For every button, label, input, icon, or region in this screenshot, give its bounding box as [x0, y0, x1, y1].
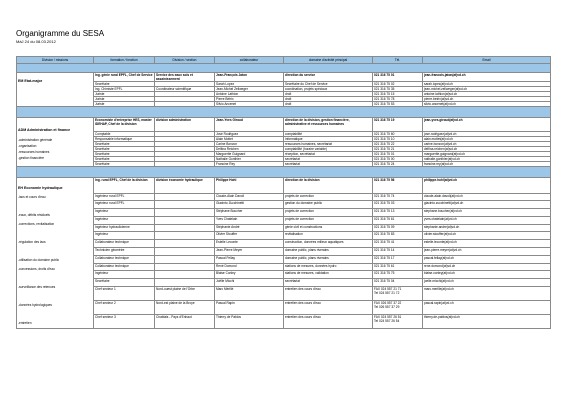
- division-cell: [17, 178, 94, 329]
- collaborateur-cell: Alain Mottet: [215, 137, 284, 142]
- formation-cell: Ing. Chimiste EPFL: [94, 87, 155, 92]
- domaine-cell: construction, données milieux aquatiques: [284, 240, 373, 248]
- table-row: [17, 263, 551, 271]
- section-separator-cell: [17, 64, 551, 73]
- email-cell[interactable]: sarah.lopez(at)vd.ch: [423, 82, 551, 87]
- formation-cell: Ingénieur rural EPFL: [94, 201, 155, 209]
- domaine-cell: domaine public, plans riverains: [284, 248, 373, 256]
- formation-cell: Responsable informatique: [94, 137, 155, 142]
- formation-cell: Comptable: [94, 132, 155, 137]
- formation-cell: Secrétaire: [94, 142, 155, 147]
- section-cell: [155, 224, 215, 232]
- table-row: [17, 271, 551, 279]
- email-cell[interactable]: jean-francois.jaton(at)vd.ch: [423, 73, 551, 82]
- formation-cell: Ing. rural EPFL, Chef de la division: [94, 178, 155, 194]
- formation-cell: Chef secteur 2: [94, 300, 155, 314]
- domaine-cell: domaine public, plans riverains: [284, 255, 373, 263]
- header-division: Division / missions: [17, 57, 94, 64]
- table-row: [17, 193, 551, 201]
- domaine-cell: entretien des cours d'eau: [284, 314, 373, 328]
- tel-cell: 021 316 75 01: [373, 152, 423, 157]
- table-row: [17, 209, 551, 217]
- email-cell[interactable]: jean-michel.zellweger(at)vd.ch: [423, 87, 551, 92]
- header-section: Division / section: [155, 57, 215, 64]
- section-cell: [155, 209, 215, 217]
- email-cell[interactable]: giacinto.zucchinetti(at)vd.ch: [423, 201, 551, 209]
- formation-cell: Juriste: [94, 92, 155, 97]
- collaborateur-cell: Stéphane Boucher: [215, 209, 284, 217]
- email-cell[interactable]: estelle.leconte(at)vd.ch: [423, 240, 551, 248]
- email-cell[interactable]: marguerite.guignard(at)vd.ch: [423, 152, 551, 157]
- section-separator: [17, 167, 551, 178]
- collaborateur-cell: Pascal Fellay: [215, 255, 284, 263]
- domaine-cell: direction de la division, gestion financière, administrative et ressources humaines: [284, 118, 373, 132]
- collaborateur-cell: Marguerite Guignard: [215, 152, 284, 157]
- tel-cell: 021 316 75 09: [373, 224, 423, 232]
- domaine-cell: réception, secrétariat: [284, 152, 373, 157]
- tel-cell: 021 316 75 00: [373, 157, 423, 162]
- collaborateur-cell: René Domond: [215, 263, 284, 271]
- domaine-cell: direction du service: [284, 73, 373, 82]
- header-formation: formation / fonction: [94, 57, 155, 64]
- formation-cell: Ingénieur: [94, 209, 155, 217]
- formation-cell: Ing. génie rural EPFL, Chef de Service: [94, 73, 155, 82]
- formation-cell: Ingénieur rural EPFL: [94, 193, 155, 201]
- collaborateur-cell: Jean-François Jaton: [215, 73, 284, 82]
- section-cell: [155, 232, 215, 240]
- org-table: [16, 56, 551, 329]
- domaine-cell: coordination, projets spéciaux: [284, 87, 373, 92]
- table-row: [17, 118, 551, 132]
- email-cell[interactable]: claude-alain.davoli(at)vd.ch: [423, 193, 551, 201]
- table-row: [17, 255, 551, 263]
- domaine-cell: génie civil et constructions: [284, 224, 373, 232]
- table-row: [17, 286, 551, 300]
- email-cell[interactable]: francine.rey(at)vd.ch: [423, 162, 551, 167]
- tel-cell: 021 316 75 21: [373, 147, 423, 152]
- domaine-cell: gestion du domaine public: [284, 201, 373, 209]
- table-row: [17, 240, 551, 248]
- table-row: [17, 248, 551, 256]
- email-cell[interactable]: pascal.rapin(at)vd.ch: [423, 300, 551, 314]
- section-separator: [17, 107, 551, 118]
- section-cell: [155, 240, 215, 248]
- domaine-cell: comptabilité (horaire variable): [284, 147, 373, 152]
- tel-cell: FAX 024 557 21 71 Tel 024 557 21 72: [373, 286, 423, 300]
- collaborateur-cell: Delfina Reichen: [215, 147, 284, 152]
- section-cell: [155, 216, 215, 224]
- collaborateur-cell: Sarah Lopez: [215, 82, 284, 87]
- section-cell: [155, 193, 215, 201]
- tel-cell: 021 316 75 83: [373, 232, 423, 240]
- division-name: EM Etat-major: [18, 79, 43, 83]
- collaborateur-cell: Olivier Stouffer: [215, 232, 284, 240]
- collaborateur-cell: Giacinto Zucchinetti: [215, 201, 284, 209]
- tel-cell: 021 316 75 60: [373, 132, 423, 137]
- table-row: [17, 216, 551, 224]
- tel-cell: 021 316 75 61: [373, 216, 423, 224]
- tel-cell: 021 316 75 01: [373, 73, 423, 82]
- email-cell[interactable]: antoine.lathion(at)vd.ch: [423, 92, 551, 97]
- table-row: [17, 224, 551, 232]
- email-cell[interactable]: blaise.conley(at)vd.ch: [423, 271, 551, 279]
- tel-cell: 021 316 75 15: [373, 92, 423, 97]
- domaine-cell: droit: [284, 97, 373, 102]
- email-cell[interactable]: olivier.stouffer(at)vd.ch: [423, 232, 551, 240]
- domaine-cell: projets de correction: [284, 193, 373, 201]
- domaine-cell: informatique: [284, 137, 373, 142]
- domaine-cell: entretien des cours d'eau: [284, 286, 373, 300]
- domaine-cell: droit: [284, 92, 373, 97]
- domaine-cell: stations de mesures, données hydro: [284, 263, 373, 271]
- domaine-cell: secrétariat: [284, 279, 373, 287]
- header-tel: Tél.: [373, 57, 423, 64]
- email-cell[interactable]: pascal.fellay(at)vd.ch: [423, 255, 551, 263]
- header-domaine: domaine d'activité principal: [284, 57, 373, 64]
- email-cell[interactable]: yves.chatelain(at)vd.ch: [423, 216, 551, 224]
- section-cell: Chablais - Pays d'Enhaut: [155, 314, 215, 328]
- formation-cell: Secrétaire: [94, 82, 155, 87]
- formation-cell: Ingénieur: [94, 271, 155, 279]
- formation-cell: Chef secteur 3: [94, 314, 155, 328]
- domaine-cell: stations de mesures, validation: [284, 271, 373, 279]
- section-cell: Service des eaux sols et assainissement: [155, 73, 215, 82]
- collaborateur-cell: Thierry de Pablos: [215, 314, 284, 328]
- formation-cell: Collaborateur technique: [94, 263, 155, 271]
- domaine-cell: droit: [284, 102, 373, 107]
- header-collaborateur: collaborateur: [215, 57, 284, 64]
- formation-cell: Collaborateur technique: [94, 255, 155, 263]
- section-cell: division administration: [155, 118, 215, 132]
- tel-cell: 021 316 75 78: [373, 97, 423, 102]
- email-cell[interactable]: pierre.betrix(at)vd.ch: [423, 97, 551, 102]
- email-cell[interactable]: silvio.ancenet(at)vd.ch: [423, 102, 551, 107]
- section-cell: [155, 271, 215, 279]
- table-row: [17, 314, 551, 328]
- email-cell[interactable]: stephanie.andre(at)vd.ch: [423, 224, 551, 232]
- collaborateur-cell: Pascal Rapin: [215, 300, 284, 314]
- section-cell: Coordinateur scientifique: [155, 87, 215, 92]
- tel-cell: 021 316 75 03: [373, 201, 423, 209]
- division-cell: [17, 118, 94, 167]
- collaborateur-cell: Pierre Bétrix: [215, 97, 284, 102]
- collaborateur-cell: Marc Mérillé: [215, 286, 284, 300]
- table-row: [17, 232, 551, 240]
- formation-cell: Juriste: [94, 102, 155, 107]
- email-cell[interactable]: jean-yves.giroud(at)vd.ch: [423, 118, 551, 132]
- domaine-cell: Secrétaire du Chef de Service: [284, 82, 373, 87]
- division-missions: -administration générale -organisation -ressources humaines -gestion financière: [18, 138, 53, 160]
- tel-cell: 021 316 75 75: [373, 271, 423, 279]
- tel-cell: 021 316 75 41: [373, 240, 423, 248]
- email-cell[interactable]: thierry.de-pablos(at)vd.ch: [423, 314, 551, 328]
- page-subtitle: MàJ 24 du 08.03.2012: [16, 39, 56, 44]
- division-name: ADM Administration et finance: [18, 128, 71, 132]
- domaine-cell: entretien des cours d'eau: [284, 300, 373, 314]
- domaine-cell: comptabilité: [284, 132, 373, 137]
- collaborateur-cell: Antoine Lathion: [215, 92, 284, 97]
- domaine-cell: revitalisation: [284, 232, 373, 240]
- table-row: [17, 178, 551, 194]
- formation-cell: Ingénieur: [94, 216, 155, 224]
- collaborateur-cell: Francine Rey: [215, 162, 284, 167]
- tel-cell: 021 316 75 04: [373, 279, 423, 287]
- tel-cell: 021 316 75 24: [373, 162, 423, 167]
- collaborateur-cell: Claude-Alain Davoli: [215, 193, 284, 201]
- email-cell[interactable]: jose.rodriguez(at)vd.ch: [423, 132, 551, 137]
- section-cell: [155, 248, 215, 256]
- tel-cell: FAX 024 557 26 51 Tel 024 557 26 54: [373, 314, 423, 328]
- tel-cell: FAX 026 557 37 22 Tel 026 557 37 29: [373, 300, 423, 314]
- section-separator-cell: [17, 107, 551, 118]
- formation-cell: Juriste: [94, 97, 155, 102]
- header-email: Email: [423, 57, 551, 64]
- formation-cell: Secrétaire: [94, 147, 155, 152]
- formation-cell: Economiste d'entreprise HES, master IDEHAP, Chef de la division: [94, 118, 155, 132]
- tel-cell: 021 316 75 10: [373, 137, 423, 142]
- table-row: [17, 300, 551, 314]
- division-name: EH Economie hydraulique: [18, 186, 63, 190]
- tel-cell: 021 316 75 02: [373, 82, 423, 87]
- section-cell: [155, 279, 215, 287]
- division-missions: -lacs et cours d'eau -eaux, débits résiduels -corrections, revitalisation -régulation des lacs -utilisation du domaine public -concessions, droits d'eau -surveillance des retenues -données hydrologiques -entretien: [18, 195, 60, 325]
- email-cell[interactable]: marc.merille(at)vd.ch: [423, 286, 551, 300]
- formation-cell: Secrétaire: [94, 157, 155, 162]
- email-cell[interactable]: stephane.boucher(at)vd.ch: [423, 209, 551, 217]
- collaborateur-cell: Yves Chatelain: [215, 216, 284, 224]
- domaine-cell: ressources humaines, secrétariat: [284, 142, 373, 147]
- table-row: [17, 201, 551, 209]
- tel-cell: 021 316 75 35: [373, 87, 423, 92]
- collaborateur-cell: Joëlle Micchi: [215, 279, 284, 287]
- formation-cell: Chef secteur 1: [94, 286, 155, 300]
- tel-cell: 021 316 75 53: [373, 102, 423, 107]
- domaine-cell: secrétariat: [284, 162, 373, 167]
- email-cell[interactable]: carine.bonzon(at)vd.ch: [423, 142, 551, 147]
- collaborateur-cell: Jean-Pierre Meyer: [215, 248, 284, 256]
- tel-cell: 021 316 75 56: [373, 178, 423, 194]
- email-cell[interactable]: jean-pierre.meyer(at)vd.ch: [423, 248, 551, 256]
- formation-cell: Ingénieur: [94, 232, 155, 240]
- collaborateur-cell: Nathalie Gonthier: [215, 157, 284, 162]
- table-row: [17, 73, 551, 82]
- collaborateur-cell: Estelle Leconte: [215, 240, 284, 248]
- division-cell: [17, 73, 94, 107]
- section-cell: [155, 263, 215, 271]
- tel-cell: 021 316 75 13: [373, 209, 423, 217]
- section-cell: division économie hydraulique: [155, 178, 215, 194]
- email-cell[interactable]: rene.domond(at)vd.ch: [423, 263, 551, 271]
- collaborateur-cell: Jean-Michel Zellweger: [215, 87, 284, 92]
- section-separator: [17, 64, 551, 73]
- tel-cell: 021 316 75 74: [373, 193, 423, 201]
- collaborateur-cell: Carine Bonzon: [215, 142, 284, 147]
- page-title: Organigramme du SESA: [16, 29, 105, 38]
- domaine-cell: direction de la division: [284, 178, 373, 194]
- tel-cell: 021 316 75 14: [373, 248, 423, 256]
- section-cell: [155, 255, 215, 263]
- domaine-cell: projets de correction: [284, 216, 373, 224]
- domaine-cell: secrétariat: [284, 157, 373, 162]
- section-cell: Nord-ouest plaine de l'Orbe: [155, 286, 215, 300]
- collaborateur-cell: Blaise Conley: [215, 271, 284, 279]
- formation-cell: Technicien géomètre: [94, 248, 155, 256]
- formation-cell: Collaborateur technique: [94, 240, 155, 248]
- section-cell: [155, 201, 215, 209]
- formation-cell: Secrétaire: [94, 162, 155, 167]
- tel-cell: 021 316 75 17: [373, 255, 423, 263]
- tel-cell: 021 316 75 19: [373, 118, 423, 132]
- section-separator-cell: [17, 167, 551, 178]
- tel-cell: 021 316 75 22: [373, 142, 423, 147]
- domaine-cell: projets de correction: [284, 209, 373, 217]
- collaborateur-cell: Jean-Yves Giroud: [215, 118, 284, 132]
- collaborateur-cell: Silvio Ancenet: [215, 102, 284, 107]
- table-header-row: [17, 57, 551, 64]
- collaborateur-cell: Stéphanie André: [215, 224, 284, 232]
- tel-cell: 021 316 75 61: [373, 263, 423, 271]
- formation-cell: Secrétaire: [94, 152, 155, 157]
- collaborateur-cell: José Rodriguez: [215, 132, 284, 137]
- collaborateur-cell: Philippe Hohl: [215, 178, 284, 194]
- email-cell[interactable]: delfina.reichen(at)vd.ch: [423, 147, 551, 152]
- email-cell[interactable]: alain.mottet(at)vd.ch: [423, 137, 551, 142]
- email-cell[interactable]: nathalie.gonthier(at)vd.ch: [423, 157, 551, 162]
- formation-cell: Secrétaire: [94, 279, 155, 287]
- table-row: [17, 279, 551, 287]
- section-cell: Nord-est plaine de la Broye: [155, 300, 215, 314]
- email-cell[interactable]: joelle.micchi(at)vd.ch: [423, 279, 551, 287]
- email-cell[interactable]: philippe.hohl(at)vd.ch: [423, 178, 551, 194]
- formation-cell: Ingénieur hydraulicienne: [94, 224, 155, 232]
